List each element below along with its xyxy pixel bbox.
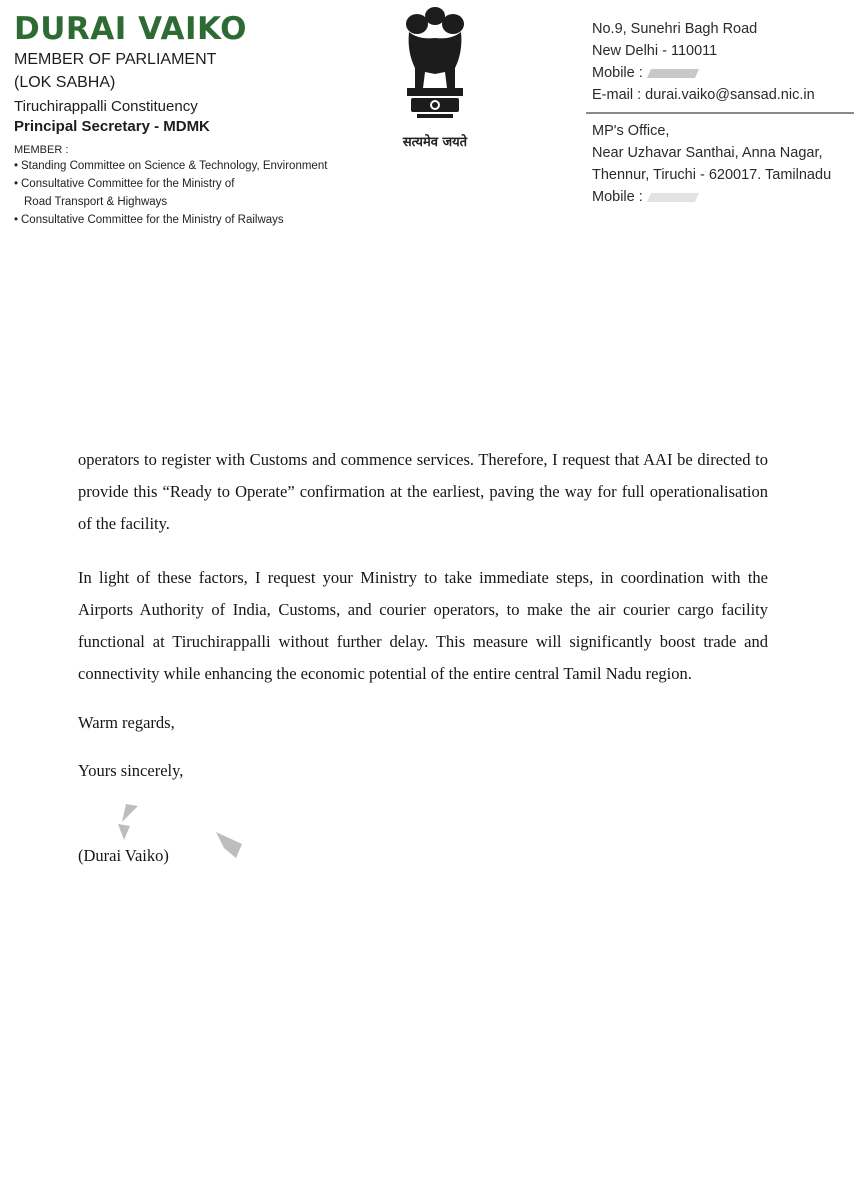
- email-line: E-mail : durai.vaiko@sansad.nic.in: [592, 87, 815, 103]
- closing-sincerely: Yours sincerely,: [78, 761, 184, 780]
- committee-item: • Standing Committee on Science & Technology, Environment: [14, 160, 328, 172]
- committee-list: [14, 157, 394, 229]
- redaction-mark: [647, 69, 699, 78]
- committee-item: • Consultative Committee for the Ministry of Railways: [14, 214, 284, 226]
- redaction-mark: [647, 193, 699, 202]
- letter-body: [78, 444, 768, 808]
- emblem-motto: सत्यमेव जयते: [402, 135, 468, 150]
- mp-name: DURAI VAIKO: [14, 11, 247, 47]
- committee-item: • Consultative Committee for the Ministry of Road Transport & Highways: [14, 178, 235, 208]
- delhi-address-line: New Delhi - 110011: [592, 43, 718, 59]
- lion-capital-icon: [395, 2, 475, 130]
- signatory-name: (Durai Vaiko): [78, 846, 169, 865]
- constituency: Tiruchirappalli Constituency: [14, 98, 198, 115]
- office-address-line: MP's Office,: [592, 123, 670, 139]
- office-address-line: Near Uzhavar Santhai, Anna Nagar,: [592, 145, 823, 161]
- national-emblem: [390, 2, 480, 162]
- body-paragraph: In light of these factors, I request your Ministry to take immediate steps, in coordination with the Airports Authority of India, Customs, and courier operators, to make the air courier cargo facility functional at Tiruchirappalli without further delay. This measure will significantly boost trade and connectivity while enhancing the economic potential of the entire central Tamil Nadu region.: [78, 568, 768, 683]
- header-divider: [586, 112, 854, 114]
- delhi-address-line: No.9, Sunehri Bagh Road: [592, 21, 758, 37]
- closing-regards: Warm regards,: [78, 713, 175, 732]
- member-label: MEMBER :: [14, 144, 69, 156]
- letterhead-left: [14, 10, 394, 229]
- letterhead-right: [592, 18, 854, 208]
- office-address-line: Thennur, Tiruchi - 620017. Tamilnadu: [592, 167, 832, 183]
- body-paragraph: operators to register with Customs and commence services. Therefore, I request that AAI be directed to provide this “Ready to Operate” confirmation at the earliest, paving the way for full operationalisation of the facility.: [78, 450, 768, 533]
- office-mobile: Mobile :: [592, 186, 854, 208]
- mp-house: (LOK SABHA): [14, 74, 116, 91]
- delhi-mobile: Mobile :: [592, 62, 854, 84]
- mp-title: MEMBER OF PARLIAMENT: [14, 51, 217, 68]
- party-position: Principal Secretary - MDMK: [14, 118, 210, 135]
